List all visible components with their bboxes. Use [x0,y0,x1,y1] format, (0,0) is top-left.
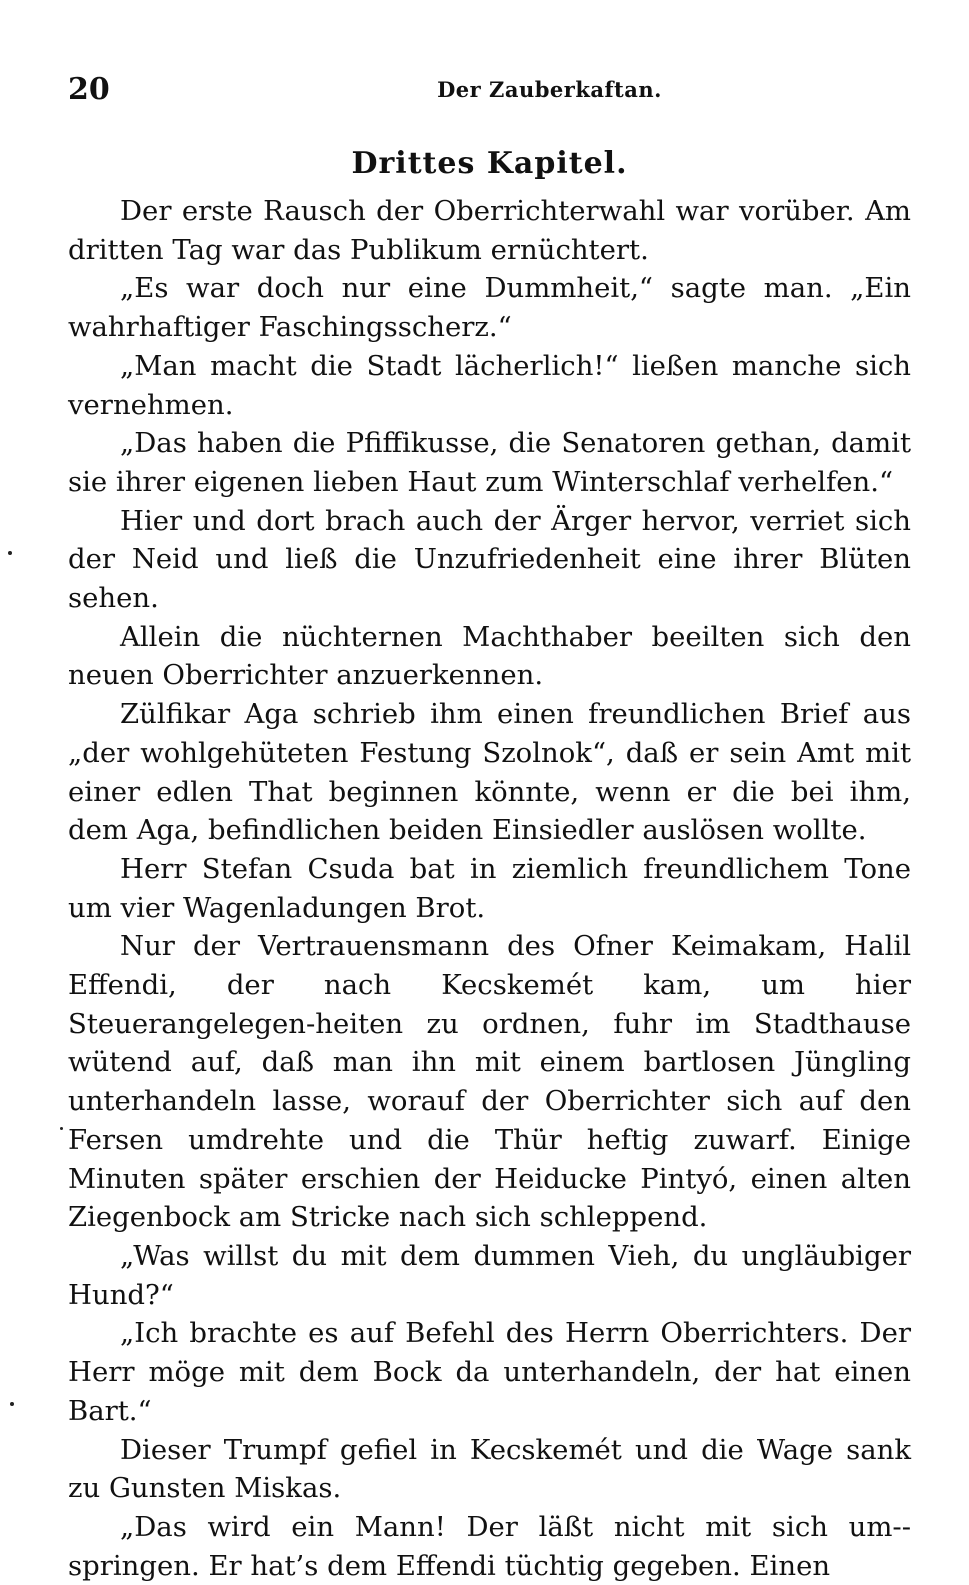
page-number: 20 [68,72,110,107]
paragraph: „Das wird ein Mann! Der läßt nicht mit sich um-springen. Er hat’s dem Effendi tüchtig gegeben. Einen [68,1510,911,1582]
running-title: Der Zauberkaftan. [437,77,662,102]
paragraph: Zülfikar Aga schrieb ihm einen freundlichen Brief aus „der wohlgehüteten Festung Szolnok“, daß er sein Amt mit einer edlen That beginnen könnte, wenn er die bei ihm, dem Aga, befindlichen beiden Einsiedler auslösen wollte. [68,698,911,847]
paragraph: „Man macht die Stadt lächerlich!“ ließen manche sich vernehmen. [68,349,911,421]
print-speck [60,1127,63,1130]
paragraph: Der erste Rausch der Oberrichterwahl war vorüber. Am dritten Tag war das Publikum ernüchtert. [68,195,911,266]
paragraph: „Ich brachte es auf Befehl des Herrn Oberrichters. Der Herr möge mit dem Bock da unterhandeln, der hat einen Bart.“ [68,1317,911,1427]
paragraph: Nur der Vertrauensmann des Ofner Keimakam, Halil Effendi, der nach Kecskemét kam, um hier Steuerangelegen-heiten zu ordnen, fuhr im Stadthause wütend auf, daß man ihn mit einem bartlosen Jüngling unterhandeln lasse, worauf der Oberrichter sich auf den Fersen umdrehte und die Thür heftig zuwarf. Einige Minuten später erschien der Heiducke Pintyó, einen alten Ziegenbock am Stricke nach sich schleppend. [68,930,911,1234]
paragraph: Allein die nüchternen Machthaber beeilten sich den neuen Oberrichter anzuerkennen. [68,620,911,692]
paragraph: „Es war doch nur eine Dummheit,“ sagte man. „Ein wahrhaftiger Faschingsscherz.“ [68,272,911,344]
paragraph: Hier und dort brach auch der Ärger hervor, verriet sich der Neid und ließ die Unzufriedenheit eine ihrer Blüten sehen. [68,504,911,615]
paragraph: Dieser Trumpf gefiel in Kecskemét und die Wage sank zu Gunsten Miskas. [68,1433,911,1505]
paragraph: Herr Stefan Csuda bat in ziemlich freundlichem Tone um vier Wagenladungen Brot. [68,852,911,924]
page-header [68,70,911,110]
print-speck [8,551,12,555]
chapter-title: Drittes Kapitel. [351,146,628,181]
paragraph: „Das haben die Pfiffikusse, die Senatoren gethan, damit sie ihrer eigenen lieben Haut zum Winterschlaf verhelfen.“ [68,427,911,498]
paragraph: „Was willst du mit dem dummen Vieh, du ungläubiger Hund?“ [68,1239,911,1311]
print-speck [10,1402,14,1406]
body-text [68,192,911,1585]
